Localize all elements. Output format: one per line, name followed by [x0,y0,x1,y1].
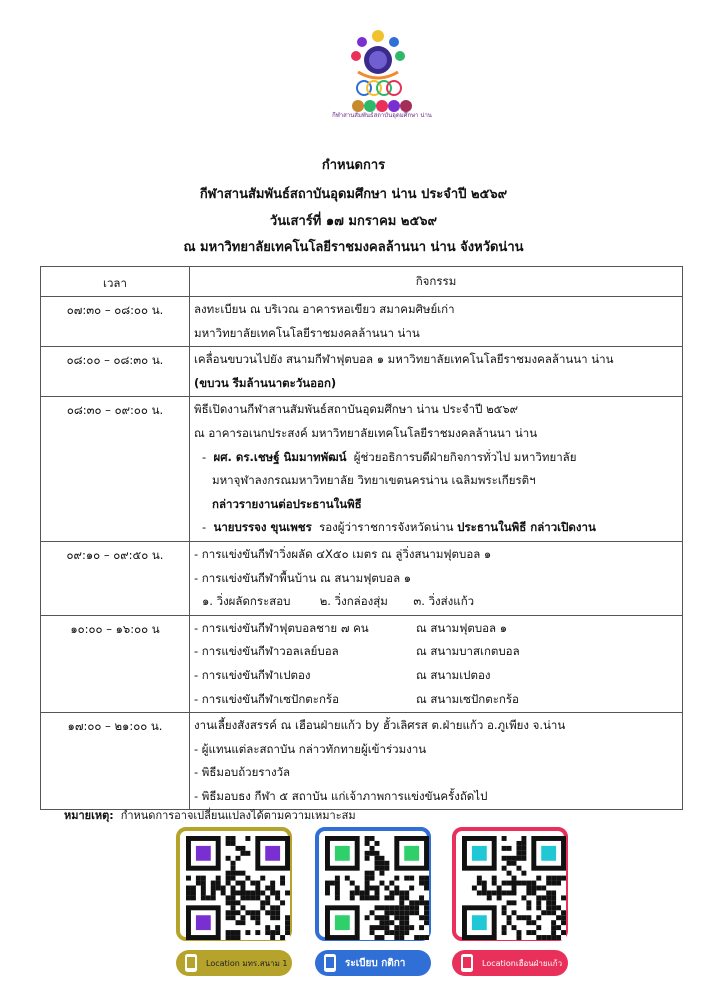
qr-code-rules[interactable] [325,836,429,940]
event-line [194,617,678,641]
row-activity [190,397,683,542]
row-activity [190,615,683,712]
event-date: วันเสาร์ที่ ๑๗ มกราคม ๒๕๖๙ [269,214,438,229]
phone-icon [182,953,200,973]
activity-line: - พิธีมอบถ้วยรางวัล [194,765,291,780]
event-line [194,664,678,688]
phone-icon [321,953,339,973]
event-title: กีฬาสานสัมพันธ์สถาบันอุดมศึกษา น่าน ประจำปี ๒๕๖๙ [199,187,508,202]
qr-card-location-party[interactable] [452,827,568,941]
table-header-row [41,267,683,297]
row-activity [190,541,683,615]
qr-label-text: ระเบียบ กติกา [345,957,406,969]
row-time: ๐๘:๐๐ – ๐๘:๓๐ น. [41,347,190,397]
qr-code-location-party[interactable] [462,836,566,940]
event-venue: ณ สนามบาสเกตบอล [416,644,520,659]
qr-code-location-campus[interactable] [186,836,290,940]
activity-line: - การแข่งขันกีฬาพื้นบ้าน ณ สนามฟุตบอล ๑ [194,570,412,585]
row-time: ๐๗:๓๐ – ๐๘:๐๐ น. [41,297,190,347]
chairman-name: นายบรรจง ขุนเพชร [213,520,312,535]
row-time: ๑๐:๐๐ – ๑๖:๐๐ น [41,615,190,712]
speaker-line: มหาจุฬาลงกรณมหาวิทยาลัย วิทยาเขตนครน่าน เฉลิมพระเกียรติฯ [212,473,536,488]
chairman-line: - นายบรรจง ขุนเพชร รองผู้ว่าราชการจังหวัดน่าน ประธานในพิธี กล่าวเปิดงาน [202,520,596,535]
speaker-position: ผู้ช่วยอธิการบดีฝ่ายกิจการทั่วไป มหาวิทยาลัย [353,449,577,464]
event-venue: ณ สนามเซปักตะกร้อ [416,691,519,706]
column-header-activity: กิจกรรม [190,267,683,297]
qr-label-location-campus[interactable] [176,950,292,976]
speaker-line: - ผศ. ดร.เชษฐ์ นิมมาทพัฒน์ ผู้ช่วยอธิการบดีฝ่ายกิจการทั่วไป มหาวิทยาลัย [202,449,577,464]
chairman-role: ประธานในพิธี กล่าวเปิดงาน [457,520,596,535]
activity-line: - การแข่งขันกีฬาวิ่งผลัด ๔X๕๐ เมตร ณ ลู่วิ่งสนามฟุตบอล ๑ [194,546,492,561]
activity-line: - พิธีมอบธง กีฬา ๕ สถาบัน แก่เจ้าภาพการแข่งขันครั้งถัดไป [194,788,488,803]
qr-label-text: Locationเฮือนฝ่ายแก้ว [482,958,563,968]
table-row [41,541,683,615]
page-title: กำหนดการ [321,158,386,173]
row-activity [190,297,683,347]
event-venue: ณ มหาวิทยาลัยเทคโนโลยีราชมงคลล้านนา น่าน จังหวัดน่าน [183,240,524,255]
activity-line: (ขบวน รีมล้านนาตะวันออก) [194,375,337,390]
logo-caption: กีฬาสานสัมพันธ์สถาบันอุดมศึกษา น่าน [332,112,432,119]
event-name: - การแข่งขันกีฬาเปตอง [194,667,311,682]
table-row [41,347,683,397]
event-name: - การแข่งขันกีฬาเซปักตะกร้อ [194,691,339,706]
event-name: - การแข่งขันกีฬาวอลเลย์บอล [194,644,339,659]
activity-line: เคลื่อนขบวนไปยัง สนามกีฬาฟุตบอล ๑ มหาวิทยาลัยเทคโนโลยีราชมงคลล้านนา น่าน [194,352,614,367]
qr-label-rules[interactable] [315,950,431,976]
activity-line: ๑. วิ่งผลัดกระสอบ ๒. วิ่งกล่องสุ่ม ๓. วิ่งส่งแก้ว [202,594,475,609]
row-activity [190,713,683,810]
qr-label-location-party[interactable] [452,950,568,976]
footnote [64,806,356,824]
table-row [41,397,683,542]
chairman-position: รองผู้ว่าราชการจังหวัดน่าน [319,520,454,535]
table-row [41,615,683,712]
row-time: ๑๗:๐๐ – ๒๑:๐๐ น. [41,713,190,810]
event-venue: ณ สนามฟุตบอล ๑ [416,620,508,635]
activity-line: - ผู้แทนแต่ละสถาบัน กล่าวทักทายผู้เข้าร่วมงาน [194,741,427,756]
activity-line: งานเลี้ยงสังสรรค์ ณ เฮือนฝ่ายแก้ว by ฮั้วเลิศรส ต.ฝ่ายแก้ว อ.ภูเพียง จ.น่าน [194,718,566,733]
activity-line: ลงทะเบียน ณ บริเวณ อาคารหอเขียว สมาคมศิษย์เก่า [194,302,455,316]
row-activity [190,347,683,397]
schedule-table [40,266,683,810]
event-line [194,640,678,664]
event-line [194,688,678,712]
qr-card-location-campus[interactable] [176,827,292,941]
phone-icon [458,953,476,973]
qr-label-text: Location มทร.สนาม 1 [206,958,288,968]
speaker-role: กล่าวรายงานต่อประธานในพิธี [212,496,362,511]
footnote-text: กำหนดการอาจเปลี่ยนแปลงได้ตามความเหมาะสม [120,809,356,822]
footnote-label: หมายเหตุ: [64,809,114,822]
activity-line: พิธีเปิดงานกีฬาสานสัมพันธ์สถาบันอุดมศึกษา น่าน ประจำปี ๒๕๖๙ [194,402,519,417]
column-header-time: เวลา [41,267,190,297]
event-name: - การแข่งขันกีฬาฟุตบอลชาย ๗ คน [194,620,369,635]
row-time: ๐๙:๑๐ – ๐๙:๕๐ น. [41,541,190,615]
activity-line: ณ อาคารอเนกประสงค์ มหาวิทยาลัยเทคโนโลยีราชมงคลล้านนา น่าน [194,425,538,440]
qr-card-rules[interactable] [315,827,431,941]
event-venue: ณ สนามเปตอง [416,667,491,682]
row-time: ๐๘:๓๐ – ๐๙:๐๐ น. [41,397,190,542]
speaker-name: ผศ. ดร.เชษฐ์ นิมมาทพัฒน์ [213,449,347,464]
table-row [41,297,683,347]
activity-line: มหาวิทยาลัยเทคโนโลยีราชมงคลล้านนา น่าน [194,325,420,340]
table-row [41,713,683,810]
